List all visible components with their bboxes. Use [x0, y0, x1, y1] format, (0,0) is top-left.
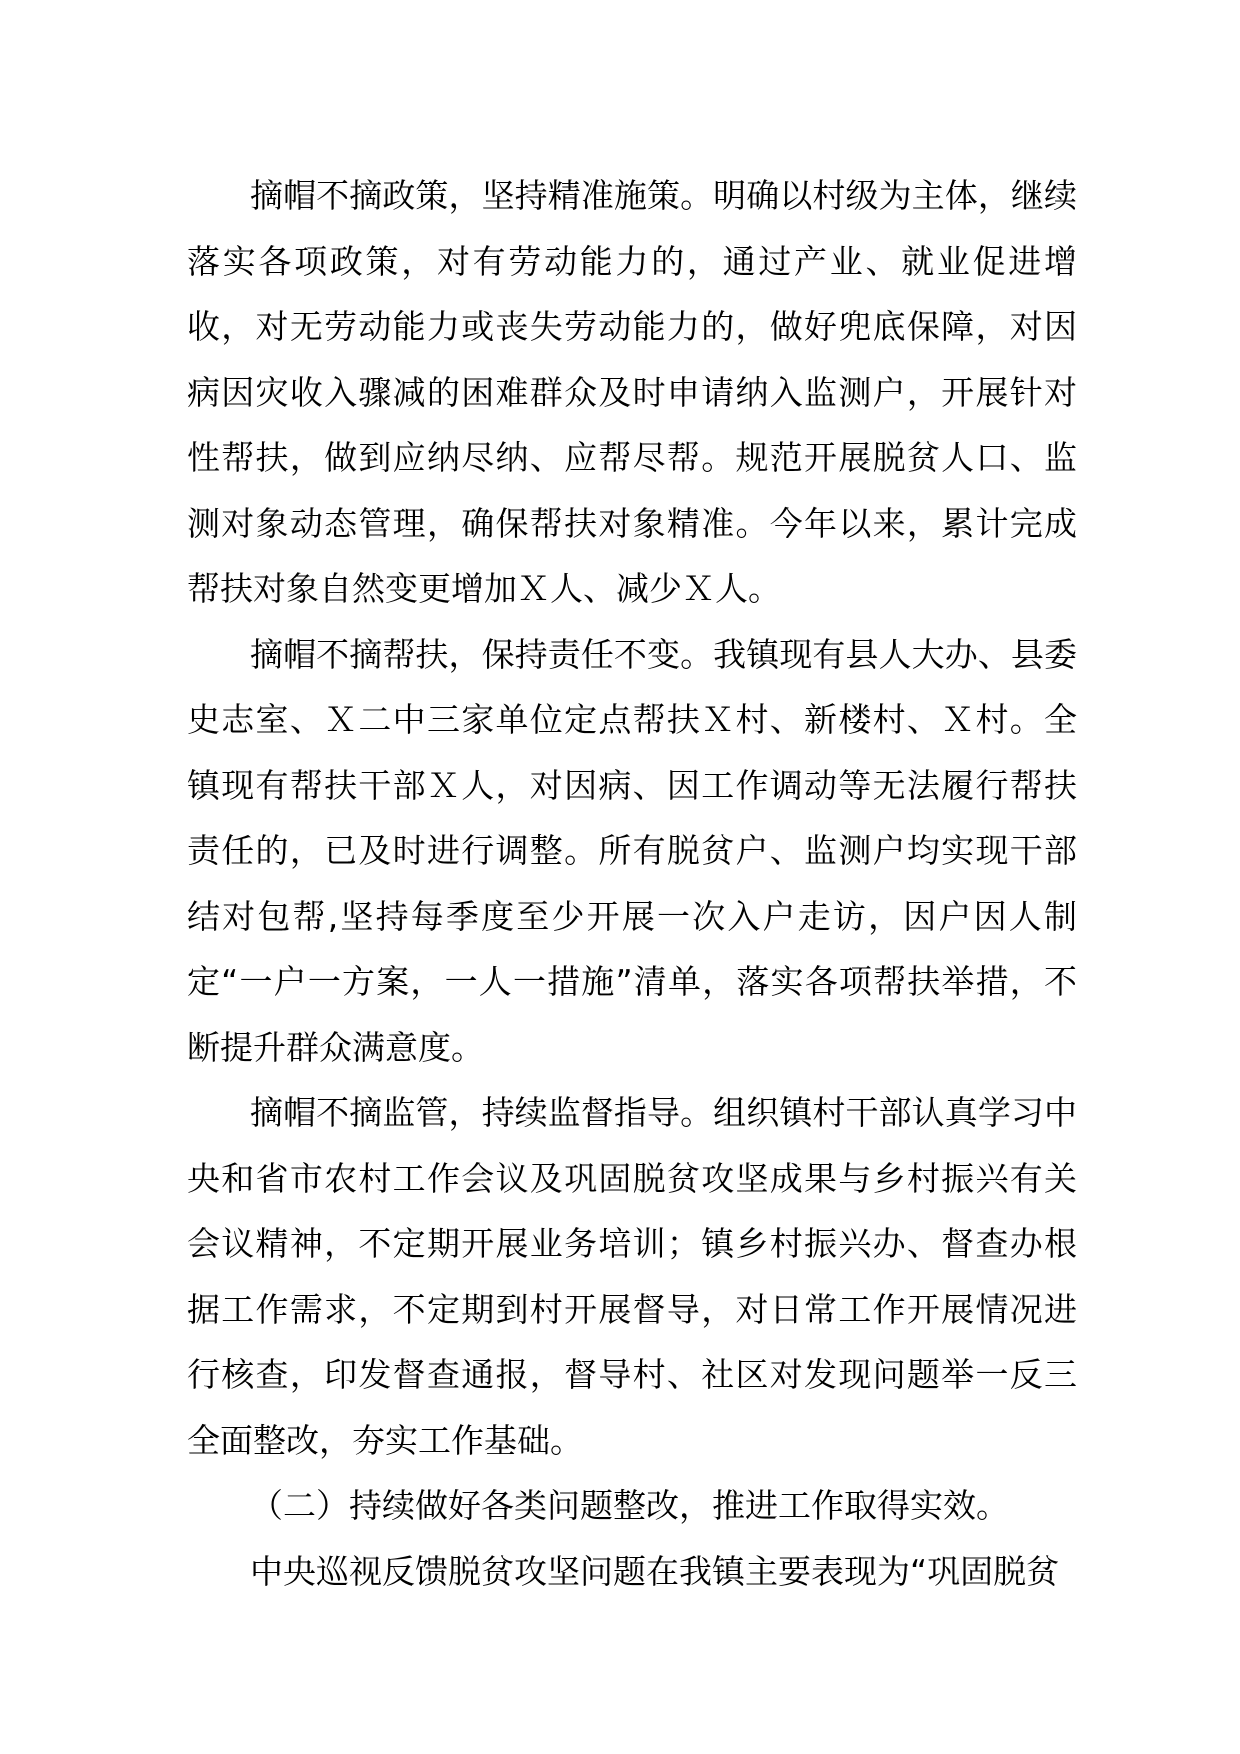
paragraph-policy: 摘帽不摘政策，坚持精准施策。明确以村级为主体，继续落实各项政策，对有劳动能力的，通过产业、就业促进增收，对无劳动能力或丧失劳动能力的，做好兜底保障，对因病因灾收入骤减的困难群众及时申请纳入监测户，开展针对性帮扶，做到应纳尽纳、应帮尽帮。规范开展脱贫人口、监测对象动态管理，确保帮扶对象精准。今年以来，累计完成帮扶对象自然变更增加Ｘ人、减少Ｘ人。 [187, 176, 1077, 608]
paragraph-assistance: 摘帽不摘帮扶，保持责任不变。我镇现有县人大办、县委史志室、Ｘ二中三家单位定点帮扶Ｘ村、新楼村、Ｘ村。全镇现有帮扶干部Ｘ人，对因病、因工作调动等无法履行帮扶责任的，已及时进行调整。所有脱贫户、监测户均实现干部结对包帮,坚持每季度至少开展一次入户走访，因户因人制定“一户一方案，一人一措施”清单，落实各项帮扶举措，不断提升群众满意度。 [187, 634, 1077, 1067]
document-body [187, 163, 1077, 1604]
paragraph-inspection-feedback: 中央巡视反馈脱贫攻坚问题在我镇主要表现为“巩固脱贫 [250, 1551, 1060, 1591]
paragraph-supervision: 摘帽不摘监管，持续监督指导。组织镇村干部认真学习中央和省市农村工作会议及巩固脱贫攻坚成果与乡村振兴有关会议精神，不定期开展业务培训；镇乡村振兴办、督查办根据工作需求，不定期到村开展督导，对日常工作开展情况进行核查，印发督查通报，督导村、社区对发现问题举一反三全面整改，夯实工作基础。 [187, 1093, 1077, 1460]
section-heading-rectification: （二）持续做好各类问题整改，推进工作取得实效。 [250, 1486, 1009, 1525]
